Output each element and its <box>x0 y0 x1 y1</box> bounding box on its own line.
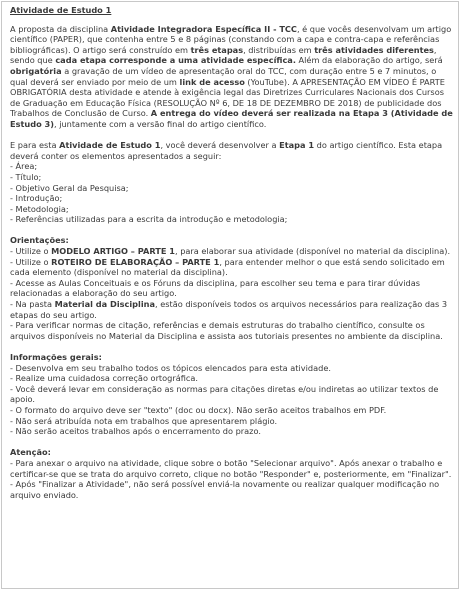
list-text: , estão disponíveis todos os arquivos necessários para realização das 3 etapas do seu artigo. <box>10 299 448 320</box>
activity-document <box>10 5 454 500</box>
intro-text: Além da elaboração do artigo, será <box>295 55 443 66</box>
list-item: - Você deverá levar em consideração as normas para citações diretas e/ou indiretas ao utilizar textos de apoio. <box>10 383 439 405</box>
intro-bold: Atividade Integradora Específica II - TCC <box>110 23 297 34</box>
activity-title: Atividade de Estudo 1 <box>10 5 112 15</box>
list-text: - Na pasta <box>10 299 55 310</box>
atencao-heading: Atenção: <box>10 447 51 458</box>
intro-bold: A entrega do vídeo deverá ser realizada na Etapa 3 (Atividade de Estudo 3) <box>10 108 453 129</box>
list-item: - Não serão aceitos trabalhos após o encerramento do prazo. <box>10 426 261 437</box>
intro-bold: três atividades diferentes <box>314 44 434 55</box>
list-item <box>10 246 454 257</box>
list-item: - O formato do arquivo deve ser "texto" (doc ou docx). Não serão aceitos trabalhos em PDF. <box>10 404 387 415</box>
intro-text: (YouTube). A APRESENTAÇÃO EM VÍDEO É PARTE OBRIGATÓRIA desta atividade e atende à exigência legal das Diretrizes Curriculares Nacionais dos Cursos de Graduação em Educação Física (RESOLUÇÃO Nº 6, DE 18 DE DEZEMBRO DE 2018) de publicidade dos Trabalhos de Conclusão de Curso. <box>10 76 445 119</box>
intro-bold: obrigatória <box>10 65 62 76</box>
list-item: - Metodologia; <box>10 203 69 214</box>
list-text: - Utilize o <box>10 246 52 257</box>
intro-text: , é que vocês desenvolvam um artigo científico (PAPER), que contenha entre 5 e 8 páginas (constando com a capa e contra-capa e referências bibliográficas). O artigo será construído em <box>10 23 452 55</box>
list-item: - Acesse as Aulas Conceituais e os Fóruns da disciplina, para escolher seu tema e para tirar dúvidas relacionadas a elaboração do seu artigo. <box>10 277 420 299</box>
list-item: - Desenvolva em seu trabalho todos os tópicos elencados para esta atividade. <box>10 362 331 373</box>
gerais-section <box>10 352 454 437</box>
list-item: - Realize uma cuidadosa correção ortográfica. <box>10 373 199 384</box>
list-bold: MODELO ARTIGO – PARTE 1 <box>51 246 175 257</box>
list-text: - Utilize o <box>10 256 52 267</box>
activity-panel <box>1 1 459 589</box>
list-item: - Para verificar normas de citação, referências e demais estruturas do trabalho científico, consulte os arquivos disponíveis no Material da Disciplina e assista aos tutoriais presentes no ambiente da disciplina. <box>10 320 443 341</box>
intro-bold: três etapas <box>190 44 244 55</box>
etapa-text: do artigo científico. Esta etapa deverá conter os elementos apresentados a seguir: <box>10 140 443 161</box>
list-bold: Material da Disciplina <box>54 299 155 310</box>
list-item: - Título; <box>10 171 42 182</box>
intro-text: , distribuídas em <box>243 44 315 55</box>
gerais-heading: Informações gerais: <box>10 352 102 362</box>
orientacoes-heading: Orientações: <box>10 235 69 246</box>
intro-text: A proposta da disciplina <box>10 23 111 34</box>
list-item: - Área; <box>10 161 38 172</box>
list-text: , para elaborar sua atividade (disponível no material da disciplina). <box>175 246 451 257</box>
list-bold: ROTEIRO DE ELABORAÇÃO – PARTE 1 <box>51 256 220 267</box>
etapa-paragraph <box>10 140 454 161</box>
list-item <box>10 257 454 278</box>
intro-text: a gravação de um vídeo de apresentação oral do TCC, com duração entre 5 e 7 minutos, o qual deverá ser enviado por meio de um <box>10 65 437 87</box>
orientacoes-section <box>10 235 454 341</box>
intro-bold: link de acesso <box>179 76 245 87</box>
list-item: - Referências utilizadas para a escrita da introdução e metodologia; <box>10 214 288 225</box>
etapa-text: , você deverá desenvolver a <box>160 140 280 151</box>
list-item: - Após "Finalizar a Atividade", não será possível enviá-la novamente ou realizar qualquer modificação no arquivo enviado. <box>10 479 440 500</box>
list-text: , para entender melhor o que está sendo solicitado em cada elemento (disponível no material da disciplina). <box>10 256 445 278</box>
intro-bold: cada etapa corresponde a uma atividade específica. <box>55 55 296 66</box>
etapa-text: E para esta <box>10 140 60 151</box>
list-item: - Não será atribuída nota em trabalhos que apresentarem plágio. <box>10 415 278 426</box>
etapa-bold: Atividade de Estudo 1 <box>59 140 161 151</box>
intro-text: , juntamente com a versão final do artigo científico. <box>53 118 267 129</box>
list-item <box>10 299 454 320</box>
list-item: - Introdução; <box>10 193 63 204</box>
list-item: - Objetivo Geral da Pesquisa; <box>10 182 129 193</box>
etapa-bold: Etapa 1 <box>279 140 315 151</box>
atencao-section <box>10 447 454 500</box>
intro-text: , sendo que <box>10 44 437 66</box>
intro-paragraph <box>10 24 454 130</box>
etapa-section <box>10 140 454 225</box>
list-item: - Para anexar o arquivo na atividade, clique sobre o botão "Selecionar arquivo". Após anexar o trabalho e certificar-se que se trata do arquivo correto, clique no botão "Responder" e, posteriormente, em "Finalizar". <box>10 457 452 479</box>
